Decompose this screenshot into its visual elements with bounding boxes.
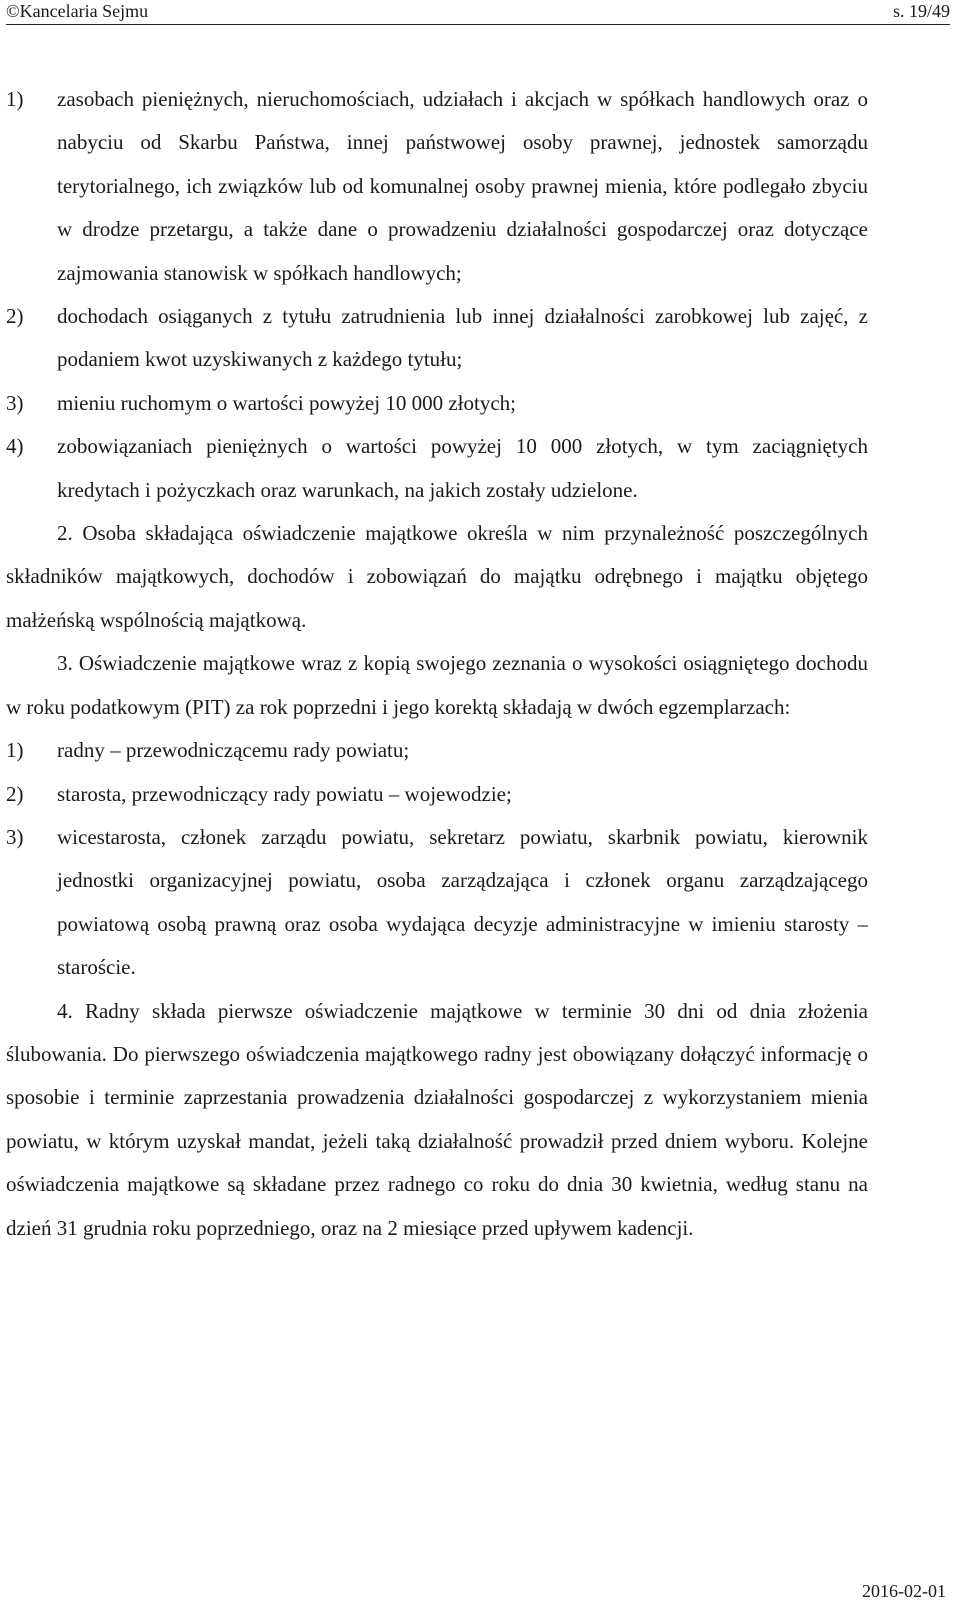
paragraph-3: 3. Oświadczenie majątkowe wraz z kopią swojego zeznania o wysokości osiągniętego dochodu w roku podatkowym (PIT) za rok poprzedni i jego korektą składają w dwóch egzemplarzach: xyxy=(6,651,868,719)
list-text: dochodach osiąganych z tytułu zatrudnienia lub innej działalności zarobkowej lub zajęć, z podaniem kwot uzyskiwanych z każdego tytułu; xyxy=(57,304,868,372)
list-item xyxy=(6,816,868,990)
list-item xyxy=(6,295,868,382)
list-text: zobowiązaniach pieniężnych o wartości powyżej 10 000 złotych, w tym zaciągniętych kredytach i pożyczkach oraz warunkach, na jakich zostały udzielone. xyxy=(57,434,868,502)
list-item xyxy=(6,773,868,816)
list-text: zasobach pieniężnych, nieruchomościach, udziałach i akcjach w spółkach handlowych oraz o nabyciu od Skarbu Państwa, innej państwowej osoby prawnej, jednostek samorządu terytorialnego, ich związków lub od komunalnej osoby prawnej mienia, które podlegało zbyciu w drodze przetargu, a także dane o prowadzeniu działalności gospodarczej oraz dotyczące zajmowania stanowisk w spółkach handlowych; xyxy=(57,87,868,285)
document-body xyxy=(6,78,868,1250)
list-text: starosta, przewodniczący rady powiatu – wojewodzie; xyxy=(57,781,512,806)
list-item xyxy=(6,78,868,295)
list-number: 3) xyxy=(6,824,24,849)
list-text: wicestarosta, członek zarządu powiatu, sekretarz powiatu, skarbnik powiatu, kierownik jednostki organizacyjnej powiatu, osoba zarządzająca i członek organu zarządzającego powiatową osobą prawną oraz osoba wydająca decyzje administracyjne w imieniu starosty – staroście. xyxy=(57,824,868,980)
list-text: mieniu ruchomym o wartości powyżej 10 000 złotych; xyxy=(57,390,516,415)
list-number: 1) xyxy=(6,87,24,111)
list-number: 1) xyxy=(6,738,24,763)
list-number: 3) xyxy=(6,390,24,415)
list-number: 2) xyxy=(6,781,24,806)
source-label: ©Kancelaria Sejmu xyxy=(6,1,149,21)
paragraph-4: 4. Radny składa pierwsze oświadczenie majątkowe w terminie 30 dni od dnia złożenia ślubowania. Do pierwszego oświadczenia majątkowego radny jest obowiązany dołączyć informację o sposobie i terminie zaprzestania prowadzenia działalności gospodarczej z wykorzystaniem mienia powiatu, w którym uzyskał mandat, jeżeli taką działalność prowadził przed dniem wyboru. Kolejne oświadczenia majątkowe są składane przez radnego co roku do dnia 30 kwietnia, według stanu na dzień 31 grudnia roku poprzedniego, oraz na 2 miesiące przed upływem kadencji. xyxy=(6,998,868,1240)
list-number: 2) xyxy=(6,304,24,329)
list-item xyxy=(6,729,868,772)
list-item xyxy=(6,425,868,512)
list-item xyxy=(6,382,868,425)
list-text: radny – przewodniczącemu rady powiatu; xyxy=(57,738,410,763)
paragraph-2: 2. Osoba składająca oświadczenie majątkowe określa w nim przynależność poszczególnych składników majątkowych, dochodów i zobowiązań do majątku odrębnego i majątku objętego małżeńską wspólnością majątkową. xyxy=(6,521,868,632)
list-number: 4) xyxy=(6,434,24,459)
page-header xyxy=(6,0,950,25)
document-date: 2016-02-01 xyxy=(862,1581,946,1601)
page-number: s. 19/49 xyxy=(892,1,950,21)
